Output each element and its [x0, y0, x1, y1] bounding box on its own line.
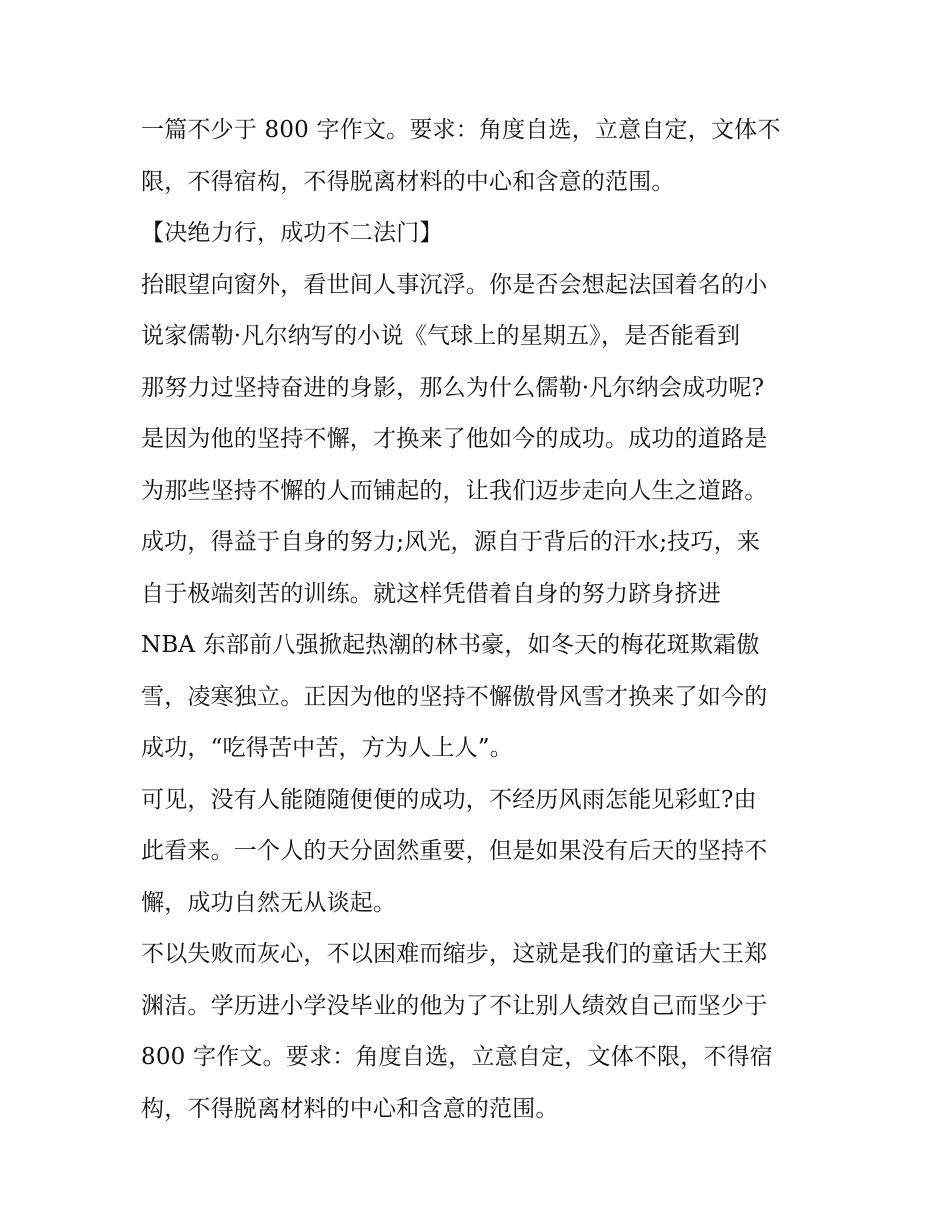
text-line-7: 是因为他的坚持不懈，才换来了他如今的成功。成功的道路是 [141, 426, 768, 452]
text-line-11: NBA 东部前八强掀起热潮的林书豪，如冬天的梅花斑欺霜傲 [141, 632, 760, 658]
text-line-12: 雪，凌寒独立。正因为他的坚持不懈傲骨风雪才换来了如今的 [141, 683, 768, 710]
text-line-18: 渊洁。学历进小学没毕业的他为了不让别人绩效自己而坚少于 [141, 992, 768, 1019]
text-line-4: 抬眼望向窗外，看世间人事沉浮。你是否会想起法国着名的小 [141, 271, 768, 298]
text-line-10: 自于极端刻苦的训练。就这样凭借着自身的努力跻身挤进 [141, 580, 721, 607]
text-line-14: 可见，没有人能随随便便的成功，不经历风雨怎能见彩虹?由 [141, 786, 757, 813]
text-line-17: 不以失败而灰心，不以困难而缩步，这就是我们的童话大王郑 [141, 941, 768, 967]
text-line-2: 限，不得宿构，不得脱离材料的中心和含意的范围。 [141, 168, 675, 195]
text-line-6: 那努力过坚持奋进的身影，那么为什么儒勒·凡尔纳会成功呢? [141, 374, 765, 401]
essay-title: 【决绝力行，成功不二法门】 [141, 220, 443, 246]
text-line-13: 成功，“吃得苦中苦，方为人上人”。 [141, 735, 513, 761]
text-line-15: 此看来。一个人的天分固然重要，但是如果没有后天的坚持不 [141, 838, 768, 864]
text-line-20: 构，不得脱离材料的中心和含意的范围。 [141, 1095, 559, 1122]
text-line-16: 懈，成功自然无从谈起。 [141, 889, 397, 916]
text-line-5: 说家儒勒·凡尔纳写的小说《气球上的星期五》，是否能看到 [141, 323, 741, 349]
text-line-9: 成功，得益于自身的努力;风光，源自于背后的汗水;技巧，来 [141, 529, 761, 555]
essay-body [141, 105, 821, 1135]
text-line-19: 800 字作文。要求：角度自选，立意自定，文体不限，不得宿 [141, 1044, 774, 1070]
text-line-8: 为那些坚持不懈的人而铺起的，让我们迈步走向人生之道路。 [141, 477, 768, 504]
text-line-1: 一篇不少于 800 字作文。要求：角度自选，立意自定，文体不 [141, 117, 781, 143]
